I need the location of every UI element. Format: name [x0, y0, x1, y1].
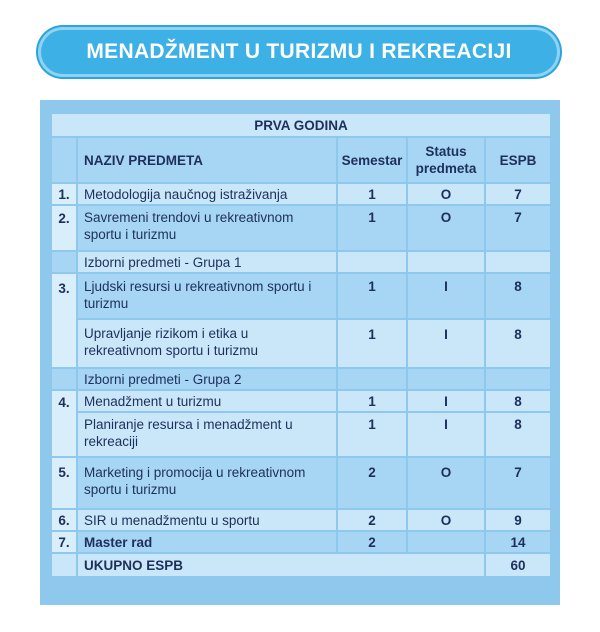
espb-value: 8	[486, 274, 550, 318]
year-header-row	[52, 114, 550, 136]
total-row	[52, 554, 550, 576]
table-row	[52, 320, 550, 367]
name-header: NAZIV PREDMETA	[78, 138, 336, 182]
espb-value: 14	[486, 532, 550, 552]
row-number: 5.	[52, 458, 76, 508]
course-name: Marketing i promocija u rekreativnom sportu i turizmu	[78, 458, 336, 508]
status-value: O	[408, 206, 484, 250]
espb-value: 7	[486, 184, 550, 204]
row-number: 3.	[52, 274, 76, 367]
status-value: O	[408, 458, 484, 508]
semester-value: 1	[338, 274, 406, 318]
course-name: Ljudski resursi u rekreativnom sportu i turizmu	[78, 274, 336, 318]
espb-value: 8	[486, 320, 550, 367]
curriculum-panel	[40, 100, 560, 605]
course-name: Savremeni trendovi u rekreativnom sportu i turizmu	[78, 206, 336, 250]
status-header: Status predmeta	[408, 138, 484, 182]
group-label: Izborni predmeti - Grupa 1	[78, 252, 336, 272]
semester-value: 2	[338, 532, 406, 552]
table-row	[52, 532, 550, 552]
year-header: PRVA GODINA	[52, 114, 550, 136]
course-name: Planiranje resursa i menadžment u rekreaciji	[78, 413, 336, 456]
status-value	[408, 532, 484, 552]
row-number: 1.	[52, 184, 76, 204]
status-value: I	[408, 413, 484, 456]
course-name: Menadžment u turizmu	[78, 391, 336, 411]
table-row	[52, 510, 550, 530]
status-value: O	[408, 184, 484, 204]
row-number: 6.	[52, 510, 76, 530]
status-value: O	[408, 510, 484, 530]
table-row	[52, 458, 550, 508]
semester-value: 1	[338, 184, 406, 204]
semester-value: 2	[338, 510, 406, 530]
table-row	[52, 184, 550, 204]
semester-value: 2	[338, 458, 406, 508]
semester-value: 1	[338, 320, 406, 367]
column-header-row	[52, 138, 550, 182]
espb-value: 7	[486, 206, 550, 250]
table-row	[52, 413, 550, 456]
row-number: 4.	[52, 391, 76, 456]
semester-header: Semestar	[338, 138, 406, 182]
espb-value: 9	[486, 510, 550, 530]
row-number: 7.	[52, 532, 76, 552]
espb-value: 8	[486, 413, 550, 456]
group-row	[52, 252, 550, 272]
num-header	[52, 138, 76, 182]
row-number: 2.	[52, 206, 76, 250]
course-name: SIR u menadžmentu u sportu	[78, 510, 336, 530]
espb-header: ESPB	[486, 138, 550, 182]
course-name: Upravljanje rizikom i etika u rekreativnom sportu i turizmu	[78, 320, 336, 367]
status-value: I	[408, 274, 484, 318]
table-row	[52, 391, 550, 411]
total-espb: 60	[486, 554, 550, 576]
semester-value: 1	[338, 413, 406, 456]
course-name: Master rad	[78, 532, 336, 552]
espb-value: 8	[486, 391, 550, 411]
table-row	[52, 206, 550, 250]
group-label: Izborni predmeti - Grupa 2	[78, 369, 336, 389]
total-label: UKUPNO ESPB	[78, 554, 484, 576]
status-value: I	[408, 320, 484, 367]
curriculum-table	[50, 112, 552, 578]
semester-value: 1	[338, 391, 406, 411]
espb-value: 7	[486, 458, 550, 508]
group-row	[52, 369, 550, 389]
semester-value: 1	[338, 206, 406, 250]
status-value: I	[408, 391, 484, 411]
title-banner	[38, 27, 560, 77]
table-row	[52, 274, 550, 318]
course-name: Metodologija naučnog istraživanja	[78, 184, 336, 204]
page-title: MENADŽMENT U TURIZMU I REKREACIJI	[86, 40, 512, 63]
